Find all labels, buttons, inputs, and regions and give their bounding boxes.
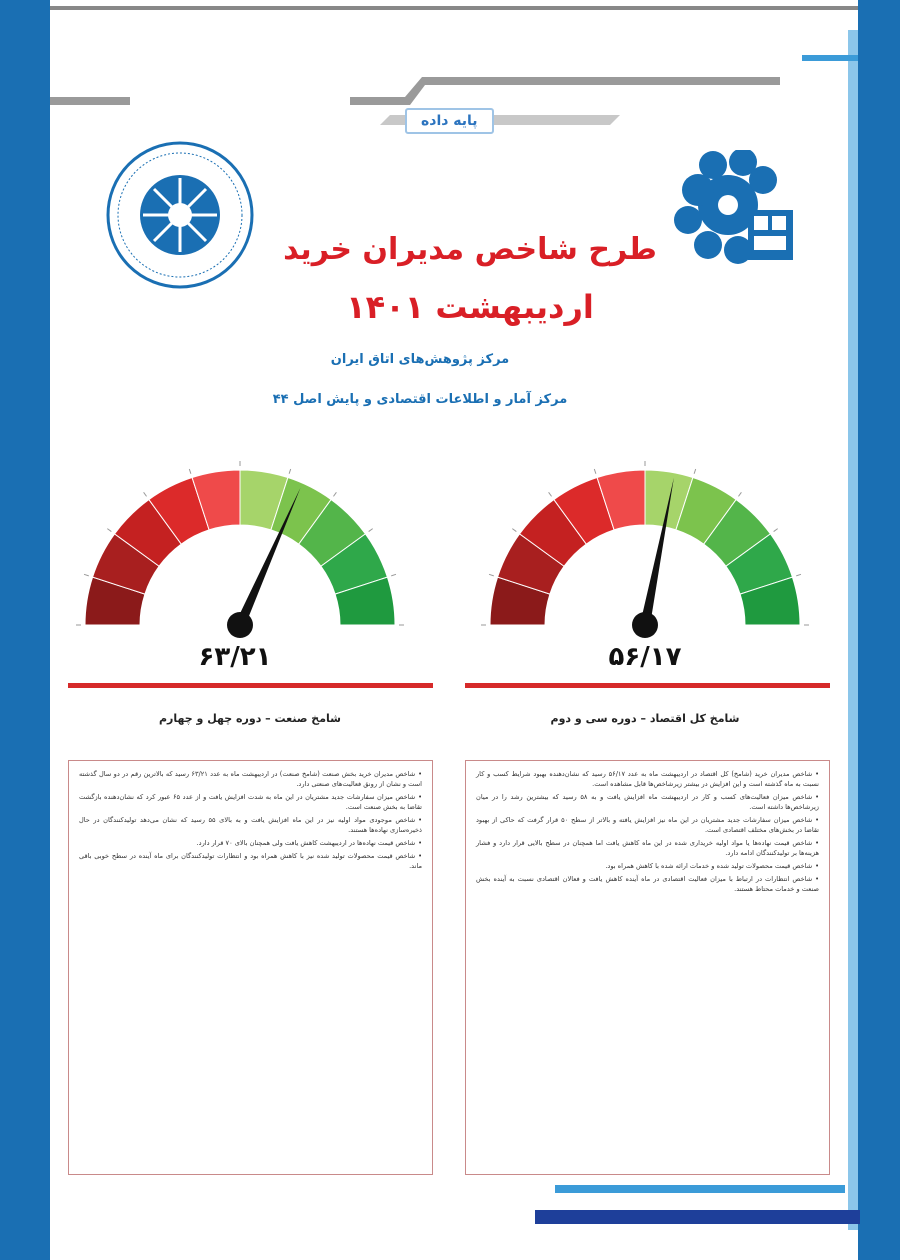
gauge-tick	[594, 469, 596, 474]
gauge-tick	[694, 469, 696, 474]
badge-label: پایه داده	[405, 108, 494, 134]
gauge-tick	[289, 469, 291, 474]
gauge-tick	[796, 574, 801, 576]
summary-bullet: • شاخص میزان سفارشات جدید مشتریان در این ماه نیز افزایش یافته و بالاتر از سطح ۵۰ قرار گرفت که حاکی از بهبود تقاضا در بخش‌های مختلف اقتصادی است.	[476, 815, 819, 835]
gauge-tick	[107, 529, 111, 532]
divider-economy	[465, 683, 830, 688]
gauge-tick	[512, 529, 516, 532]
right-frame-bar	[858, 0, 900, 1260]
gauge-hub	[632, 612, 658, 638]
gauge-tick	[489, 574, 494, 576]
summary-bullet: • شاخص میزان فعالیت‌های کسب و کار در اردیبهشت ماه افزایش یافت و به ۵۸ رسید که بیشترین رشد را در میان زیرشاخص‌ها داشته است.	[476, 792, 819, 812]
gauge-tick	[144, 492, 147, 496]
page-subtitle: اردیبهشت ۱۴۰۱	[346, 288, 594, 326]
org-line-2: مرکز آمار و اطلاعات اقتصادی و پایش اصل ۴۴	[272, 392, 568, 407]
summary-bullet: • شاخص قیمت محصولات تولید شده نیز با کاهش همراه بود و انتظارات تولیدکنندگان برای ماه آینده در سطح خوبی باقی ماند.	[79, 851, 422, 871]
gauge-tick	[391, 574, 396, 576]
page-title: طرح شاخص مدیران خرید	[283, 232, 657, 267]
summary-bullet: • شاخص مدیران خرید (شامخ) کل اقتصاد در اردیبهشت ماه به عدد ۵۶/۱۷ رسید که نشان‌دهنده بهبود شرایط کسب و کار نسبت به ماه گذشته است و این افزایش در بیشتر زیرشاخص‌ها قابل مشاهده است.	[476, 769, 819, 789]
summary-bullet: • شاخص میزان سفارشات جدید مشتریان در این ماه به شدت افزایش یافت و از عدد ۶۵ عبور کرد که نشان‌دهنده بازگشت تقاضا به بخش صنعت است.	[79, 792, 422, 812]
gauge-industry-caption: شامخ صنعت – دوره چهل و چهارم	[158, 712, 341, 725]
gauge-tick	[333, 492, 336, 496]
summary-bullet: • شاخص قیمت نهاده‌ها در اردیبهشت کاهش یافت ولی همچنان بالای ۷۰ قرار دارد.	[79, 838, 422, 848]
gauge-industry-value: ۶۳/۲۱	[198, 642, 272, 672]
gauge-tick	[738, 492, 741, 496]
gauge-economy-value: ۵۶/۱۷	[608, 642, 682, 672]
gauge-economy-caption: شامخ کل اقتصاد – دوره سی و دوم	[550, 712, 740, 725]
chamber-seal-logo	[105, 140, 255, 290]
divider-industry	[68, 683, 433, 688]
left-frame-bar	[0, 0, 50, 1260]
summary-bullet: • شاخص مدیران خرید بخش صنعت (شامخ صنعت) در اردیبهشت ماه به عدد ۶۳/۲۱ رسید که بالاترین رقم در دو سال گذشته است و نشان از رونق فعالیت‌های صنعتی دارد.	[79, 769, 422, 789]
summary-bullet: • شاخص قیمت نهاده‌ها یا مواد اولیه خریداری شده در این ماه کاهش یافت اما همچنان در سطح بالایی قرار دارد و فشار هزینه‌ها بر تولیدکنندگان ادامه دارد.	[476, 838, 819, 858]
org-line-1: مرکز پژوهش‌های اتاق ایران	[330, 352, 510, 367]
right-frame-accent	[848, 30, 858, 1230]
gauge-tick	[189, 469, 191, 474]
gauge-tick	[774, 529, 778, 532]
footer-stripe-light	[555, 1185, 845, 1193]
gauge-industry	[70, 450, 410, 650]
top-border-line	[50, 6, 858, 10]
economy-summary-box	[465, 760, 830, 1175]
gauge-tick	[369, 529, 373, 532]
gauge-tick	[549, 492, 552, 496]
gauge-hub	[227, 612, 253, 638]
footer-stripe-dark	[535, 1210, 860, 1224]
gauge-tick	[84, 574, 89, 576]
industry-summary-box	[68, 760, 433, 1175]
summary-bullet: • شاخص موجودی مواد اولیه نیز در این ماه افزایش یافت و به بالای ۵۵ رسید که نشان می‌دهد تولیدکنندگان در حال ذخیره‌سازی نهاده‌ها هستند.	[79, 815, 422, 835]
summary-bullet: • شاخص انتظارات در ارتباط با میزان فعالیت اقتصادی در ماه آینده کاهش یافت و فعالان اقتصادی نسبت به آینده بخش صنعت و خدمات محتاط هستند.	[476, 874, 819, 894]
summary-bullet: • شاخص قیمت محصولات تولید شده و خدمات ارائه شده با کاهش همراه بود.	[476, 861, 819, 871]
gauge-economy	[475, 450, 815, 650]
